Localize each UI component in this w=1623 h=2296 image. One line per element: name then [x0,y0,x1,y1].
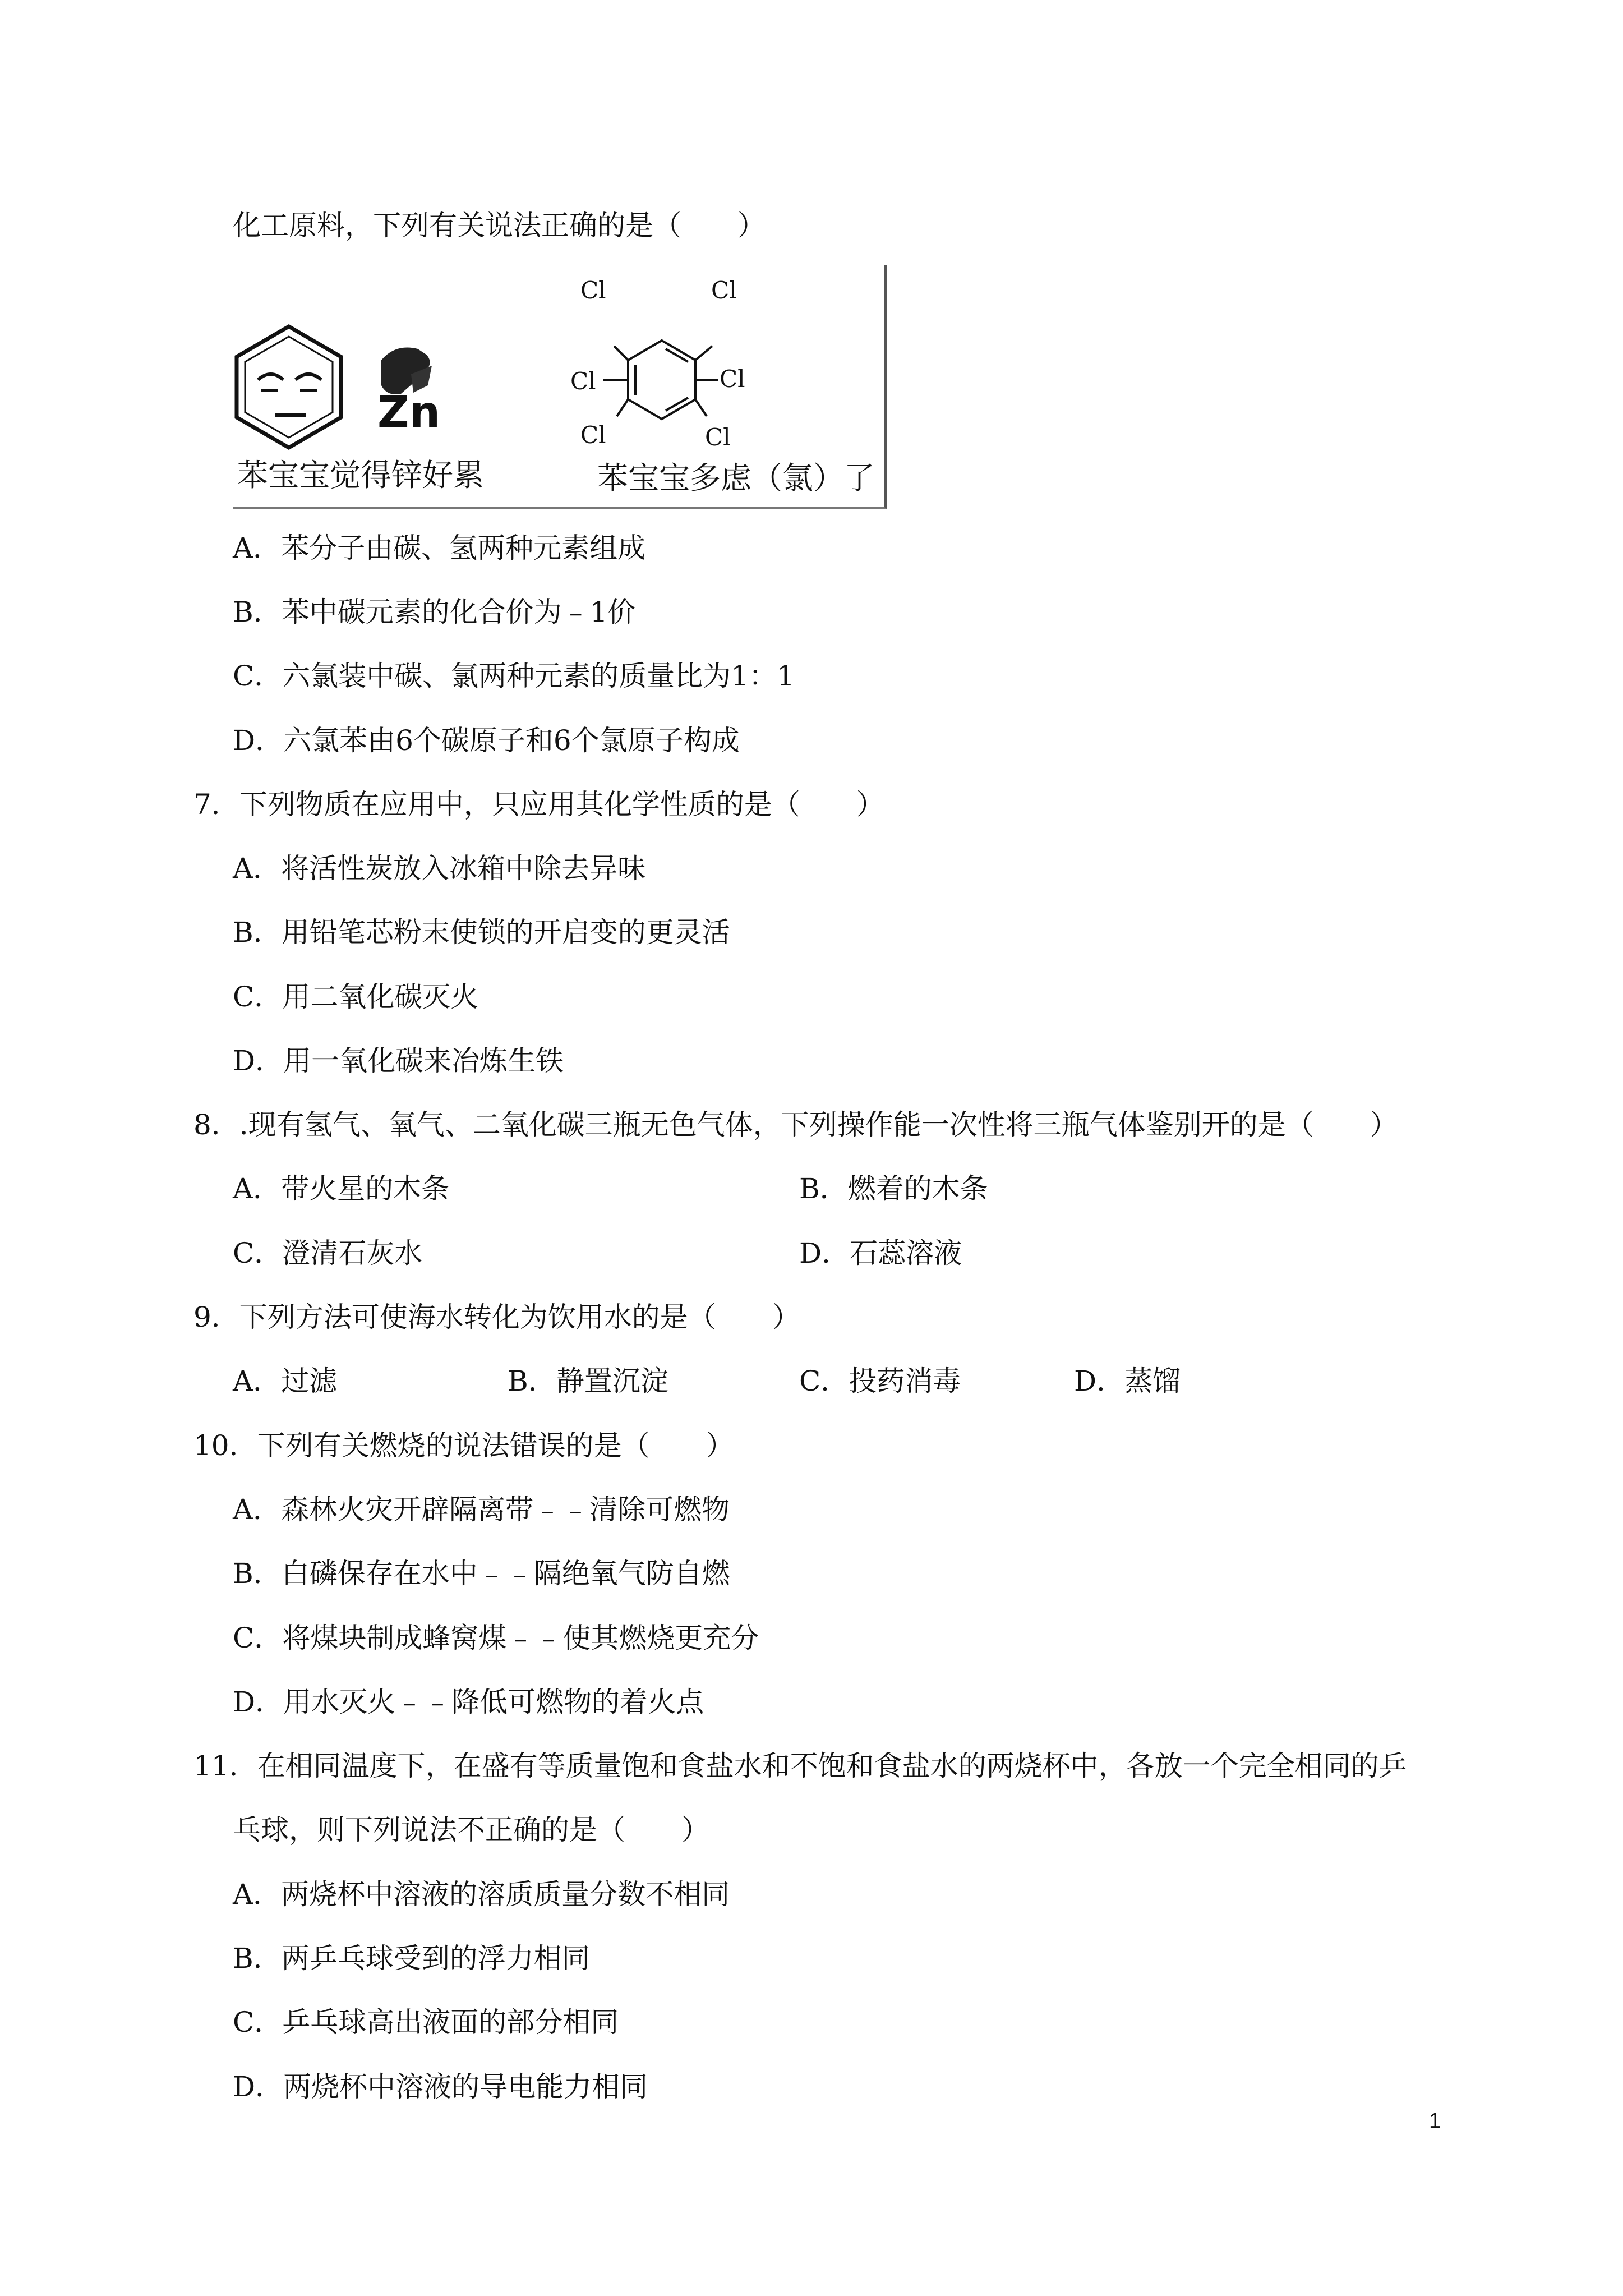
cl-label: Cl [711,277,737,304]
q10-option-c: C．将煤块制成蜂窝煤﹣﹣使其燃烧更充分 [233,1622,759,1654]
q6-stem: 化工原料，下列有关说法正确的是（ ） [233,209,766,242]
hexachlorobenzene-structure [603,341,718,419]
q6-option-b: B．苯中碳元素的化合价为﹣1价 [233,596,636,628]
zinc-character-icon [377,348,440,439]
q10-stem: 10．下列有关燃烧的说法错误的是（ ） [193,1429,734,1462]
q7-option-d: D．用一氧化碳来冶炼生铁 [233,1045,564,1077]
q8-option-d: D．石蕊溶液 [799,1237,962,1269]
q11-option-b: B．两乒乓球受到的浮力相同 [233,1942,590,1975]
cl-label: Cl [580,421,606,449]
q10-option-a: A．森林火灾开辟隔离带﹣﹣清除可燃物 [233,1493,730,1526]
q9-option-c: C．投药消毒 [799,1365,961,1397]
q11-option-c: C．乒乓球高出液面的部分相同 [233,2006,619,2039]
q10-option-d: D．用水灭火﹣﹣降低可燃物的着火点 [233,1686,704,1718]
q9-stem: 9．下列方法可使海水转化为饮用水的是（ ） [193,1301,800,1333]
benzene-face-icon [237,326,341,448]
q7-option-a: A．将活性炭放入冰箱中除去异味 [233,852,646,885]
q11-option-a: A．两烧杯中溶液的溶质质量分数不相同 [233,1878,730,1911]
q9-option-b: B．静置沉淀 [508,1365,668,1397]
q7-option-c: C．用二氧化碳灭火 [233,981,479,1013]
zn-label: Zn [377,388,441,438]
caption-left: 苯宝宝觉得锌好累 [237,457,485,493]
cl-label: Cl [570,367,596,395]
q9-option-d: D．蒸馏 [1074,1365,1181,1397]
cl-label: Cl [705,424,731,451]
caption-right: 苯宝宝多虑（氯）了 [597,460,875,496]
q6-option-d: D．六氯苯由6个碳原子和6个氯原子构成 [233,724,740,757]
q11-option-d: D．两烧杯中溶液的导电能力相同 [233,2070,648,2103]
q6-option-c: C．六氯装中碳、氯两种元素的质量比为1：1 [233,660,795,692]
q8-stem: 8．.现有氢气、氧气、二氧化碳三瓶无色气体，下列操作能一次性将三瓶气体鉴别开的是（ ） [193,1108,1398,1141]
q8-option-b: B．燃着的木条 [799,1172,988,1205]
q11-stem-line2: 乓球，则下列说法不正确的是（ ） [233,1814,709,1846]
cl-label: Cl [580,277,606,304]
q7-option-b: B．用铅笔芯粉末使锁的开启变的更灵活 [233,916,730,949]
q8-option-c: C．澄清石灰水 [233,1237,423,1269]
benzene-meme-figure [233,265,887,509]
q8-option-a: A．带火星的木条 [233,1172,450,1205]
page-number: 1 [1429,2109,1441,2133]
q9-option-a: A．过滤 [233,1365,338,1397]
q10-option-b: B．白磷保存在水中﹣﹣隔绝氧气防自燃 [233,1557,730,1590]
q7-stem: 7．下列物质在应用中，只应用其化学性质的是（ ） [193,788,884,821]
cl-label: Cl [720,365,745,393]
q11-stem-line1: 11．在相同温度下，在盛有等质量饱和食盐水和不饱和食盐水的两烧杯中，各放一个完全相同的乒 [193,1750,1407,1782]
q6-option-a: A．苯分子由碳、氢两种元素组成 [233,532,646,564]
